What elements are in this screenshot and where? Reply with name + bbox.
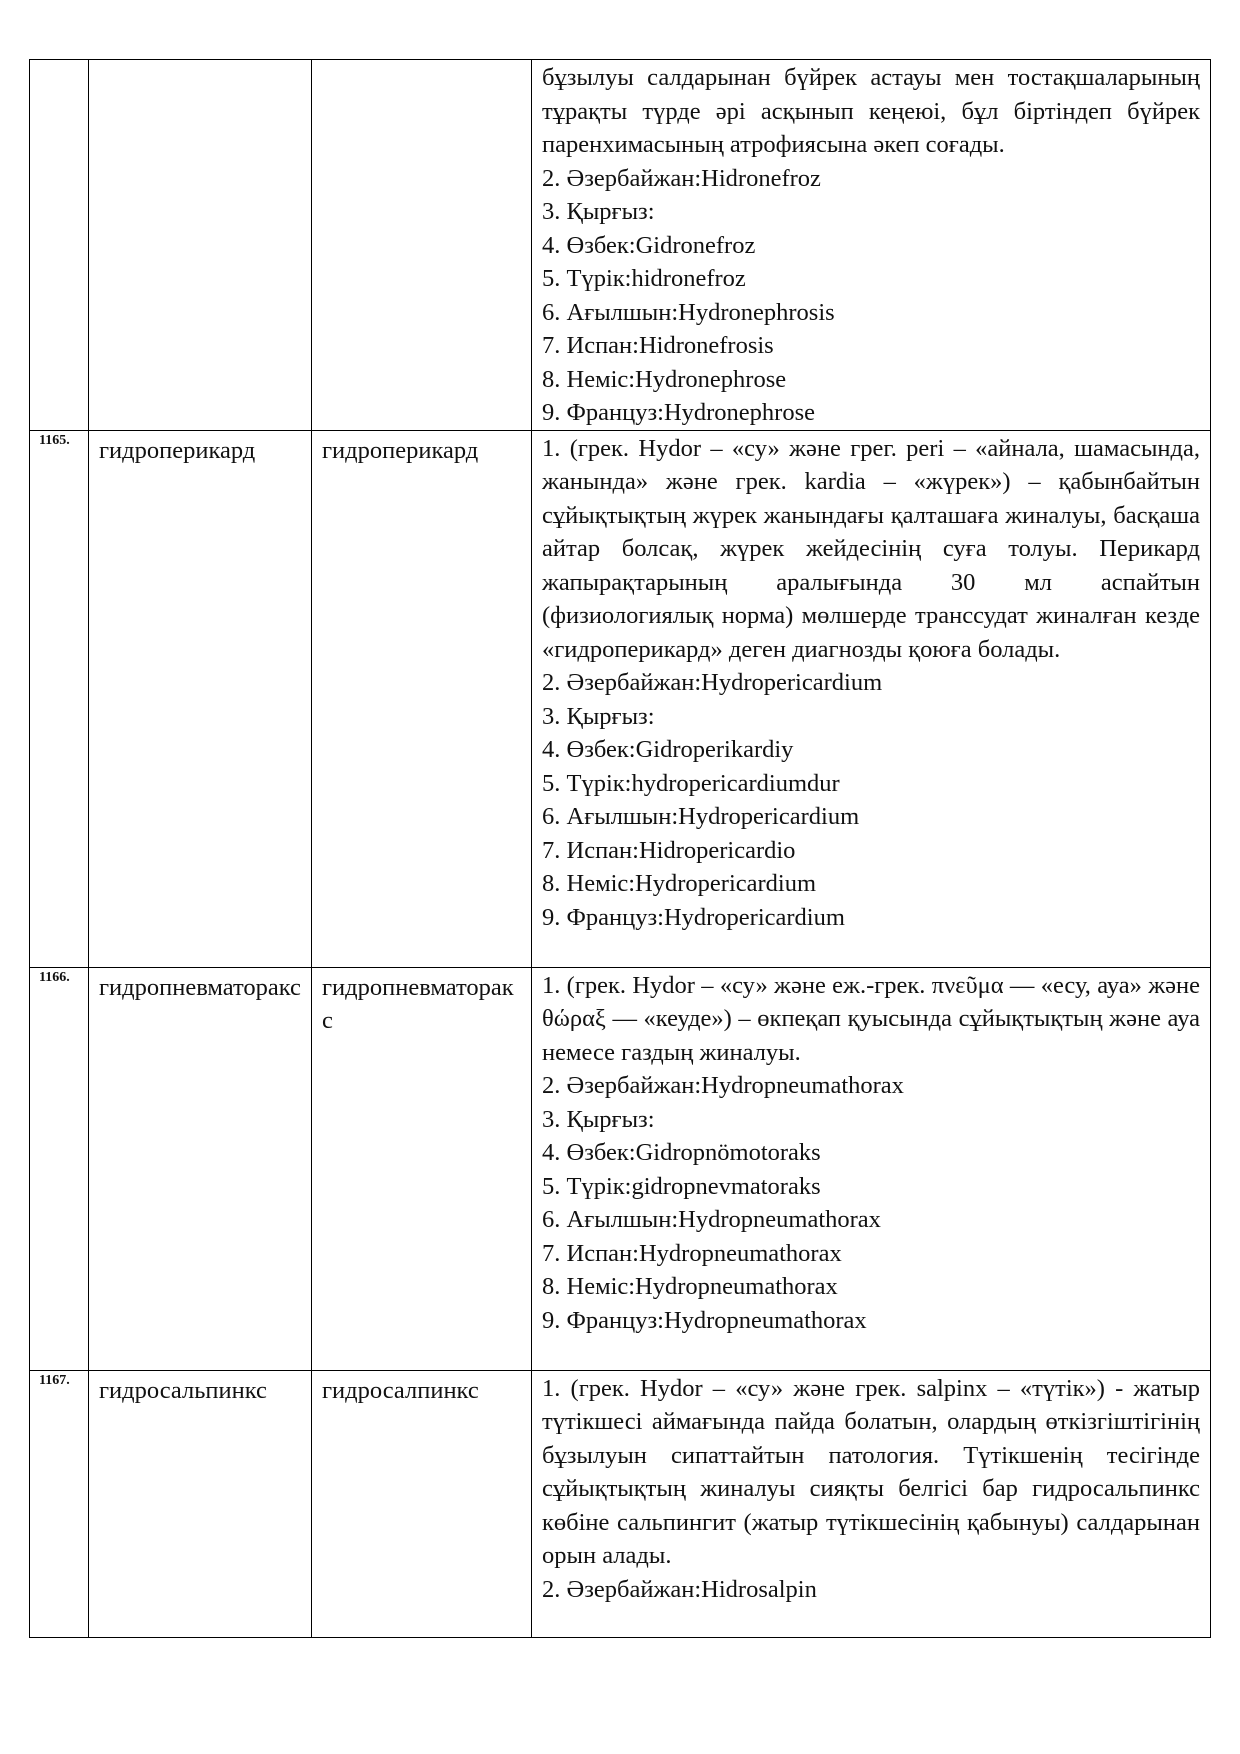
translation-line: 9. Француз:Hydropneumathorax [542,1306,867,1334]
table-row [30,967,1211,1370]
translation-line: 5. Түрік:hidronefroz [542,265,746,292]
translation-line: 5. Түрік:gidropnevmatoraks [542,1172,821,1200]
translation-line: 3. Қырғыз: [542,198,655,225]
term-kazakh-cell: гидросальпинкс [89,1370,312,1637]
translation-line: 2. Әзербайжан:Hydropericardium [542,669,883,696]
definition-cell [532,430,1211,967]
translation-line: 2. Әзербайжан:Hidrosalpin [542,1575,817,1603]
definition-text: 1. (грек. Hydor – «су» және грек. salpinx – «түтік») - жатыр түтікшесі аймағында пайда болатын, олардың өткізгіштігінің бұзылуын сипаттайтын патология. Түтікшенің тесігінде сұйықтықтың жиналуы сияқты белгісі бар гидросальпинкс көбіне сальпингит (жатыр түтікшесінің қабынуы) салдарынан орын алады. [542,1374,1200,1569]
translation-line: 2. Әзербайжан:Hydropneumathorax [542,1072,904,1099]
definition-cell [532,967,1211,1370]
translation-line: 4. Өзбек:Gidropnömotoraks [542,1139,821,1166]
term-kazakh-cell [89,60,312,431]
translation-line: 7. Испан:Hidropericardio [542,836,796,864]
table-row [30,1370,1211,1637]
entry-number-cell [30,60,89,431]
translation-line: 6. Ағылшын:Hydropneumathorax [542,1206,881,1233]
entry-number-cell: 1165. [30,430,89,967]
translation-line: 3. Қырғыз: [542,1105,655,1133]
translation-line: 7. Испан:Hidronefrosis [542,332,774,359]
translation-line: 2. Әзербайжан:Hidronefroz [542,164,821,192]
term-kazakh-cell: гидропневматоракс [89,967,312,1370]
definition-cell [532,1370,1211,1637]
definition-text: 1. (грек. Hydor – «су» және грег. peri – «айнала, шамасында, жанында» және грек. kardia – «жүрек») – қабынбайтын сұйықтықтың жүрек жанындағы қалташаға жиналуы, басқаша айтар болсақ, жүрек жейдесінің суға толуы. Перикард жапырақтарының аралығында 30 мл аспайтын (физиологиялық норма) мөлшерде транссудат жиналған кезде «гидроперикард» деген диагнозды қоюға болады. [542,434,1200,663]
term-kazakh-cell: гидроперикард [89,430,312,967]
translation-line: 9. Француз:Hydropericardium [542,903,845,931]
definition-text: 1. (грек. Hydor – «су» және еж.-грек. πνεῦμα — «есу, ауа» және θώραξ — «кеуде») – өкпеқап қуысында сұйықтықтың және ауа немесе газдың жиналуы. [542,971,1200,1066]
translation-line: 6. Ағылшын:Hydropericardium [542,803,860,830]
term-russian-cell: гидроперикард [312,430,532,967]
translation-line: 8. Неміс:Hydronephrose [542,365,787,393]
term-russian-cell [312,60,532,431]
term-russian-cell: гидросалпинкс [312,1370,532,1637]
dictionary-table [29,59,1211,1638]
table-row [30,60,1211,431]
table-row [30,430,1211,967]
translation-line: 4. Өзбек:Gidroperikardiy [542,736,794,763]
definition-cell [532,60,1211,431]
definition-text: бұзылуы салдарынан бүйрек астауы мен тостақшаларының тұрақты түрде әрі асқынып кеңеюі, бұл біртіндеп бүйрек паренхимасының атрофиясына әкеп соғады. [542,64,1200,158]
term-russian-cell: гидропневматоракс [312,967,532,1370]
translation-line: 4. Өзбек:Gidronefroz [542,231,756,259]
translation-line: 8. Неміс:Hydropericardium [542,870,817,897]
translation-line: 7. Испан:Hydropneumathorax [542,1239,842,1267]
entry-number-cell: 1166. [30,967,89,1370]
translation-line: 5. Түрік:hydropericardiumdur [542,769,840,797]
translation-line: 9. Француз:Hydronephrose [542,399,815,426]
translation-line: 3. Қырғыз: [542,702,655,730]
translation-line: 8. Неміс:Hydropneumathorax [542,1273,838,1300]
entry-number-cell: 1167. [30,1370,89,1637]
translation-line: 6. Ағылшын:Hydronephrosis [542,298,835,326]
